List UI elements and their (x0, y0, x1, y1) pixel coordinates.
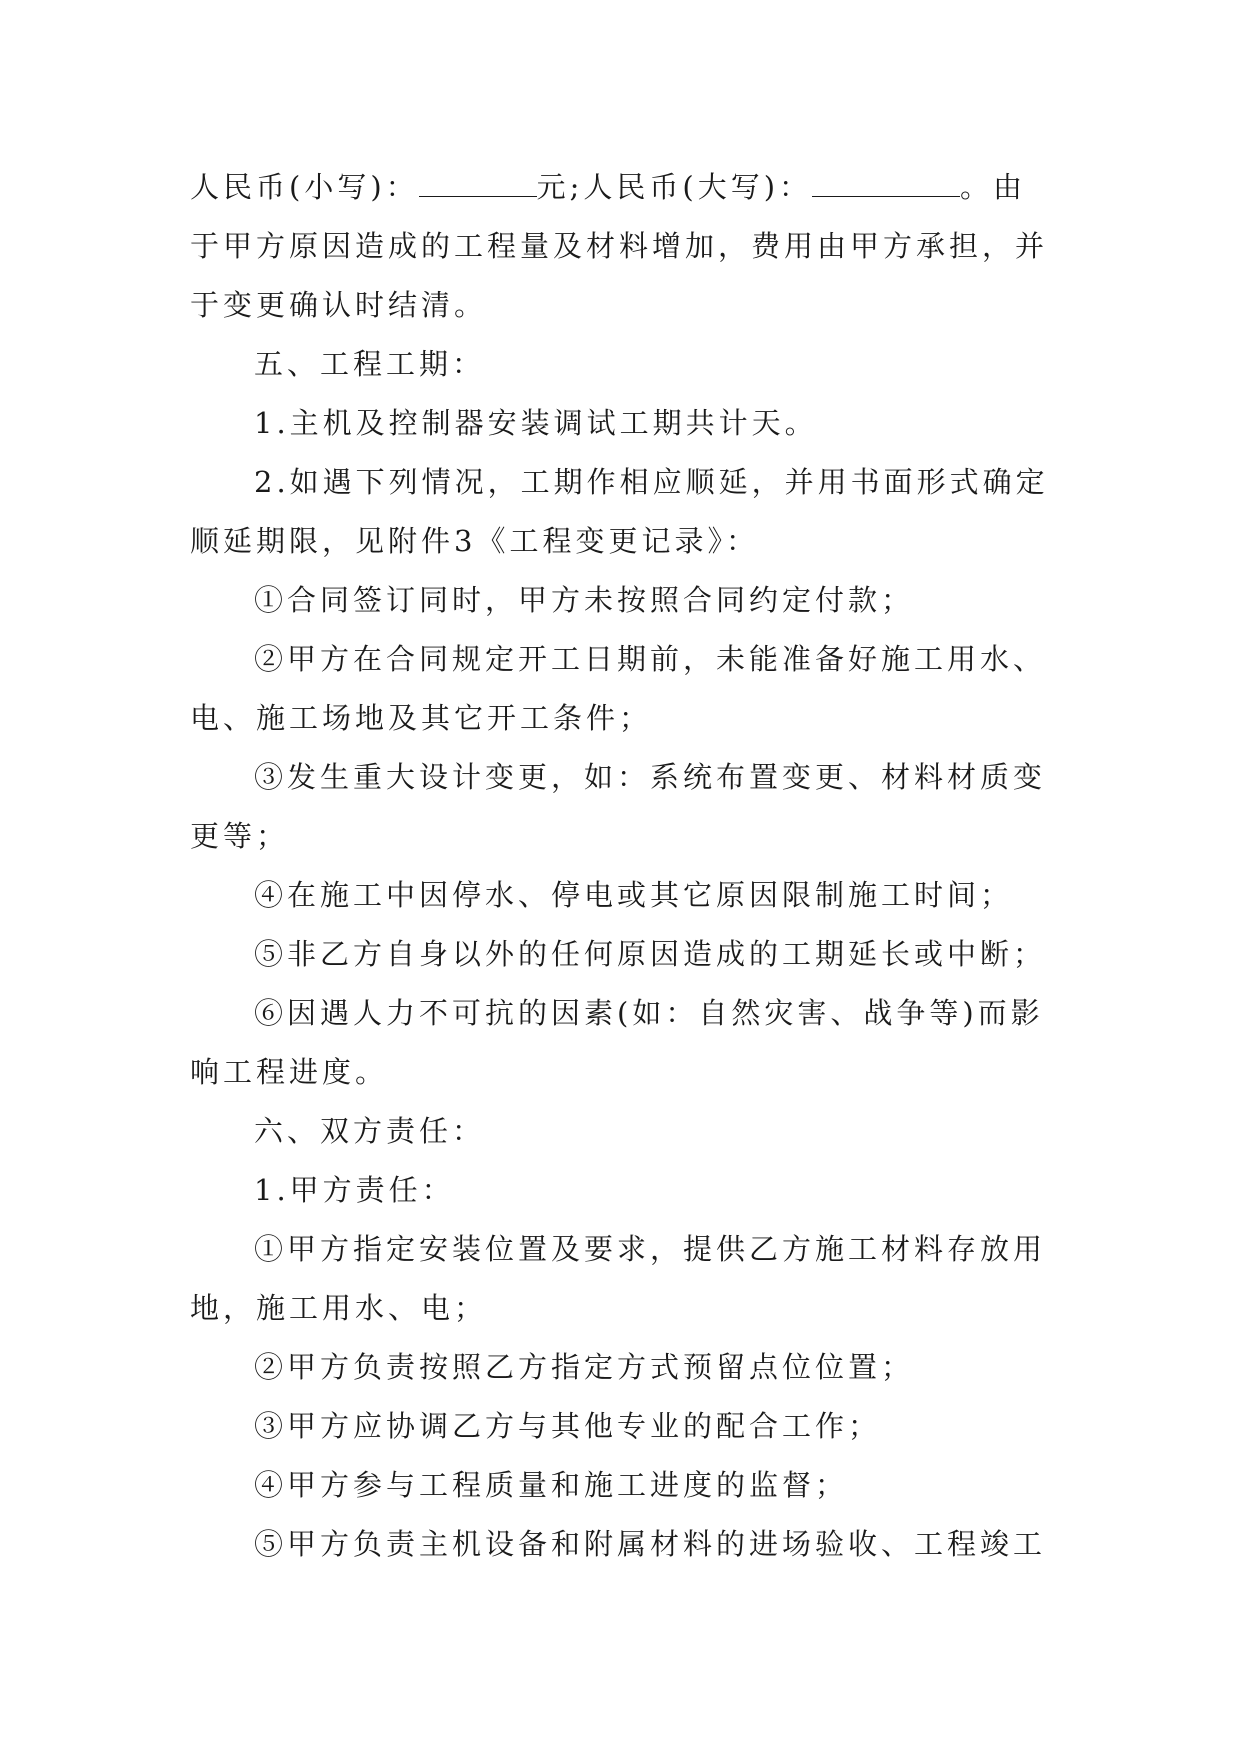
paragraph-line: 电、施工场地及其它开工条件； (190, 701, 653, 735)
paragraph-line: 地，施工用水、电； (190, 1291, 488, 1325)
amount-blank-lowercase (419, 170, 537, 197)
paragraph-line-amount (190, 158, 1090, 217)
list-item: ⑤非乙方自身以外的任何原因造成的工期延长或中断； (254, 937, 1047, 971)
list-item: ④甲方参与工程质量和施工进度的监督； (254, 1468, 849, 1502)
amount-label-lowercase: 人民币(小写)： (190, 170, 419, 204)
list-item: ③发生重大设计变更，如：系统布置变更、材料材质变 (254, 760, 1047, 794)
list-item: ②甲方负责按照乙方指定方式预留点位位置； (254, 1350, 915, 1384)
section-heading-schedule: 五、工程工期： (254, 347, 486, 381)
amount-line-ending: 。由 (960, 170, 1027, 204)
paragraph-line: 于变更确认时结清。 (190, 288, 488, 322)
list-item: ③甲方应协调乙方与其他专业的配合工作； (254, 1409, 882, 1443)
list-item: ④在施工中因停水、停电或其它原因限制施工时间； (254, 878, 1014, 912)
list-item: ②甲方在合同规定开工日期前，未能准备好施工用水、 (254, 642, 1047, 676)
list-item: ⑤甲方负责主机设备和附属材料的进场验收、工程竣工 (254, 1527, 1047, 1561)
paragraph-line: 于甲方原因造成的工程量及材料增加，费用由甲方承担，并 (190, 229, 1049, 263)
section-heading-responsibilities: 六、双方责任： (254, 1114, 486, 1148)
list-item: 2.如遇下列情况，工期作相应顺延，并用书面形式确定 (254, 465, 1049, 499)
document-body (190, 158, 1090, 1574)
amount-label-uppercase: 元;人民币(大写)： (536, 170, 813, 204)
paragraph-line: 顺延期限，见附件3《工程变更记录》： (190, 524, 759, 558)
list-item: 1.主机及控制器安装调试工期共计天。 (254, 406, 818, 440)
subsection-heading: 1.甲方责任： (254, 1173, 455, 1207)
list-item: ①合同签订同时，甲方未按照合同约定付款； (254, 583, 915, 617)
amount-blank-uppercase (812, 170, 960, 197)
list-item: ⑥因遇人力不可抗的因素(如：自然灾害、战争等)而影 (254, 996, 1044, 1030)
paragraph-line: 响工程进度。 (190, 1055, 389, 1089)
list-item: ①甲方指定安装位置及要求，提供乙方施工材料存放用 (254, 1232, 1047, 1266)
paragraph-line: 更等； (190, 819, 290, 853)
